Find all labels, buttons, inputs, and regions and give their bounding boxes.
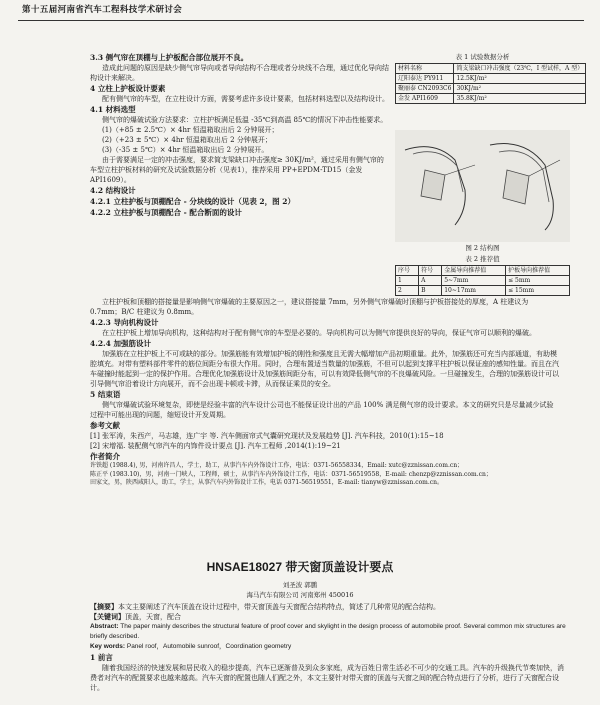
cell: ≤ 15mm bbox=[506, 286, 570, 296]
section-4-2-2: 4.2.2 立柱护板与顶棚配合 - 配合断面的设计 bbox=[90, 208, 242, 217]
paragraph: 随着我国经济的快速发展和居民收入的稳步提高，汽车已逐渐普及到众多家庭，成为百姓日常生活必不可少的交通工具。汽车的升级换代节奏加快，消费者对汽车的配置要求也越来越高。汽车天窗的配置也随人们配之外，本文主要针对带天窗的顶盖与天窗之间的配合特点进行了分析，进行了天窗配合设计。 bbox=[90, 664, 564, 692]
figure-2-caption: 图 2 结构图 bbox=[465, 244, 500, 252]
condition-item: (3)（-35 ± 5℃）× 4hr 恒温箱取出后 2 分钟展开。 bbox=[102, 146, 269, 154]
left-column bbox=[90, 52, 390, 218]
condition-item: (1)（+85 ± 2.5℃）× 4hr 恒温箱取出后 2 分钟展开； bbox=[102, 126, 279, 134]
middle-section bbox=[90, 297, 560, 488]
section-4-2: 4.2 结构设计 bbox=[90, 186, 136, 195]
table-row bbox=[396, 286, 570, 296]
section-4-2-1: 4.2.1 立柱护板与顶棚配合 - 分块线的设计（见表 2，图 2） bbox=[90, 197, 295, 206]
cell: B bbox=[419, 286, 442, 296]
paragraph: 加强筋在立柱护板上不可或缺的部分。加强筋能有效增加护板的刚性和强度且无需大幅增加产品初期重量。此外，加强筋还可充当内部通道，有助模腔填充。对带有塑料部件零件的筋位间距分布很大作用。同时，合理布置适当数量的加强筋，不但可以起到支撑平柱护板以保证座的感知性量。而且在汽车碰撞时能起到一定的保护作用。合理优化加强筋设计及加强筋间距分布，可以有效降低侧气帘的不良爆破风险。一旦碰撞发生，合理的加强筋设计可以引导侧气帘沿着设计方向展开，而不会出现卡顿或卡滞，从而保证乘员的安全。 bbox=[90, 350, 559, 388]
article2-authors: 刘圣波 郭鹏 bbox=[282, 581, 318, 589]
english-keywords-line bbox=[90, 642, 570, 652]
article2-title: HNSAE18027 带天窗顶盖设计要点 bbox=[206, 560, 394, 574]
paragraph: 立柱护板和顶棚的搭接量是影响侧气帘爆破的主要原因之一，建议搭接量 7mm，另外侧气帘爆破时顶棚与护板搭接处的厚度，A 柱建议为 0.7mm；B/C 柱建议为 0.8mm。 bbox=[90, 298, 529, 316]
abstract-label: 【摘要】 bbox=[90, 602, 118, 611]
table1-caption: 表 1 试验数据分析 bbox=[455, 53, 510, 61]
cell: 5~7mm bbox=[442, 276, 506, 286]
reference-item: [2] 宋增福. 装配侧气帘汽车的内饰件设计要点 [J]. 汽车工程师 ,2014(1):19~21 bbox=[90, 442, 341, 450]
reference-item: [1] 张军涛，朱西产，马志雄，连广宇 等. 汽车侧面帘式气囊研究现状及发展趋势 [J]. 汽车科技，2010(1):15~18 bbox=[90, 432, 444, 440]
header-rule bbox=[18, 20, 584, 21]
english-abstract-text: The paper mainly describes the structural feature of proof cover and skylight in the design process of automobile proof. Several common mix structures are briefly described. bbox=[90, 623, 566, 640]
paragraph: 造成此问题的原因是缺少侧气帘导向或者导向结构不合理或者分块线不合理，通过优化导向结构设计来解决。 bbox=[90, 64, 389, 82]
table1 bbox=[395, 63, 586, 104]
cell: 1 bbox=[396, 276, 419, 286]
author-bio: 许铁超 (1988.4), 男，河南许昌人，学士，助工，从事汽车内外饰设计工作，电话：0371-56558334，Email: xutc@zznissan.com.cn； bbox=[90, 462, 464, 469]
keywords-label: 【关键词】 bbox=[90, 612, 125, 621]
paragraph: 配有侧气帘的车型，在立柱设计方面，需要考虑许多设计要素，包括材料选型以及结构设计。 bbox=[102, 95, 389, 103]
section-4: 4 立柱上护板设计要素 bbox=[90, 84, 166, 93]
article2-section-1: 1 前言 bbox=[90, 653, 113, 662]
table2 bbox=[395, 265, 570, 296]
cell: 金发 API1609 bbox=[396, 94, 454, 104]
cell: 2 bbox=[396, 286, 419, 296]
table2-caption: 表 2 推荐值 bbox=[465, 255, 500, 263]
english-abstract-label: Abstract: bbox=[90, 623, 119, 630]
table-row bbox=[396, 276, 570, 286]
table-row bbox=[396, 84, 586, 94]
article2-body bbox=[90, 602, 570, 693]
paragraph: 侧气帘爆破试验环境复杂，即使是经验丰富的汽车设计公司也不能保证设计出的产品 100% 满足侧气帘的设计要求。本文的研究只是尽量减少试验过程中可能出现的问题，缩短设计开发周期。 bbox=[90, 401, 554, 419]
abstract-text: 本文主要阐述了汽车顶盖在设计过程中，带天窗顶盖与天窗配合结构特点，简述了几种常见的配合结构。 bbox=[118, 603, 440, 611]
section-4-2-3: 4.2.3 导向机构设计 bbox=[90, 318, 159, 327]
cell: 35.8KJ/m² bbox=[454, 94, 586, 104]
header-cell: 简支梁缺口冲击强度（23℃，I 型试样，A 型） bbox=[454, 64, 586, 74]
condition-item: (2)（+23 ± 5℃）× 4hr 恒温箱取出后 2 分钟展开； bbox=[102, 136, 272, 144]
paragraph: 侧气帘的爆破试验方法要求：立柱护板满足低温 -35℃到高温 85℃的情况下冲击性能要求。 bbox=[102, 116, 388, 124]
cell: 聚丽泰 CN2093C6 bbox=[396, 84, 454, 94]
running-header: 第十五届河南省汽车工程科技学术研讨会 bbox=[22, 4, 183, 14]
abstract-line bbox=[90, 602, 570, 612]
header-cell: 材料名称 bbox=[396, 64, 454, 74]
author-bio: 田家文，男，陕西咸阳人，助工，学士，从事汽车内外饰设计工作，电话 0371-56519551，E-mail: tianyw@zznissan.com.cn。 bbox=[90, 479, 443, 486]
header-cell: 符号 bbox=[419, 266, 442, 276]
header-cell: 序号 bbox=[396, 266, 419, 276]
author-bio: 陈正平 (1983.10)，男，河南一门峡人，工程师，硕士，从事汽车内外饰设计工作，电话：0371-56519558，E-mail: chenzp@zznissan.com.cn； bbox=[90, 470, 492, 478]
cell: 30KJ/m² bbox=[454, 84, 586, 94]
table-row bbox=[396, 74, 586, 84]
table-header-row bbox=[396, 266, 570, 276]
section-3-3: 3.3 侧气帘在顶棚与上护板配合部位展开不良。 bbox=[90, 53, 249, 62]
references-title: 参考文献 bbox=[90, 421, 120, 430]
paragraph: 由于需要满足一定的冲击强度，要求简支梁缺口冲击强度≥ 30KJ/m²，通过采用有侧气帘的车型立柱护板材料的研究及试验数据分析（见表1），推荐采用 PP+EPDM-TD15（金发 API1609）。 bbox=[90, 156, 384, 184]
article2-affiliation: 海马汽车有限公司 河南郑州 450016 bbox=[246, 591, 354, 599]
section-4-1: 4.1 材料选型 bbox=[90, 105, 136, 114]
section-5: 5 结束语 bbox=[90, 390, 121, 399]
cell: 10~17mm bbox=[442, 286, 506, 296]
table-header-row bbox=[396, 64, 586, 74]
figure-2-structure-drawing bbox=[395, 130, 570, 242]
section-4-2-4: 4.2.4 加强筋设计 bbox=[90, 339, 151, 348]
paragraph: 在立柱护板上增加导向机构，这种结构对于配有侧气帘的车型是必要的。导向机构可以为侧气帘提供良好的导向，保证气帘可以顺利的爆破。 bbox=[102, 329, 536, 337]
table-row bbox=[396, 94, 586, 104]
keywords-text: 顶盖，天窗，配合 bbox=[125, 613, 181, 621]
cell: ≤ 5mm bbox=[506, 276, 570, 286]
cell: A bbox=[419, 276, 442, 286]
cell: 辽阳泰达 PY911 bbox=[396, 74, 454, 84]
header-cell: 金属导向推荐值 bbox=[442, 266, 506, 276]
cell: 12.5KJ/m² bbox=[454, 74, 586, 84]
keywords-line bbox=[90, 612, 570, 622]
authors-title: 作者简介 bbox=[90, 452, 120, 461]
english-abstract-line bbox=[90, 622, 570, 642]
english-keywords-label: Key words: bbox=[90, 643, 126, 650]
header-cell: 护板导向推荐值 bbox=[506, 266, 570, 276]
english-keywords-text: Panel roof，Automobile sunroof，Coordination geometry bbox=[126, 643, 292, 650]
